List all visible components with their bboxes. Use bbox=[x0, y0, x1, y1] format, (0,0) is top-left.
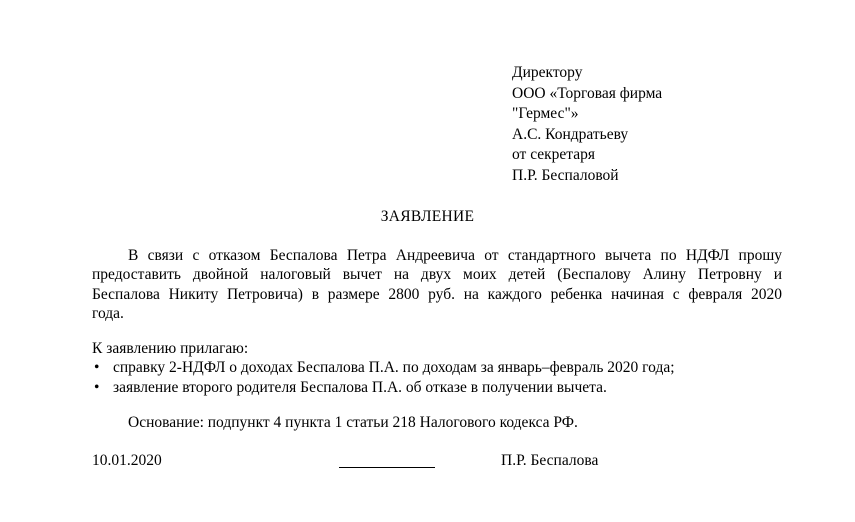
addressee-line: ООО «Торговая фирма bbox=[512, 84, 663, 102]
addressee-line: Директору bbox=[512, 64, 583, 81]
addressee-line: от секретаря bbox=[512, 146, 596, 163]
bullet-icon: • bbox=[94, 379, 100, 396]
addressee-line: А.С. Кондратьеву bbox=[512, 125, 629, 143]
body-line: В связи с отказом Беспалова Петра Андреевича от стандартного вычета по НДФЛ прошу bbox=[128, 247, 782, 264]
document-date: 10.01.2020 bbox=[92, 452, 162, 469]
body-line: предоставить двойной налоговый вычет на двух моих детей (Беспалову Алину Петровну и bbox=[92, 266, 782, 284]
legal-basis: Основание: подпункт 4 пункта 1 статьи 218 Налогового кодекса РФ. bbox=[128, 414, 578, 431]
addressee-line: П.Р. Беспаловой bbox=[512, 166, 619, 184]
attachment-text: справку 2-НДФЛ о доходах Беспалова П.А. по доходам за январь–февраль 2020 года; bbox=[113, 359, 675, 376]
body-paragraph bbox=[92, 246, 782, 323]
document-title: ЗАЯВЛЕНИЕ bbox=[380, 208, 475, 225]
attachment-text: заявление второго родителя Беспалова П.А. об отказе в получении вычета. bbox=[113, 379, 607, 396]
addressee-line: "Гермес"» bbox=[512, 105, 579, 122]
attachments-label: К заявлению прилагаю: bbox=[92, 340, 249, 357]
signer-name: П.Р. Беспалова bbox=[501, 452, 599, 469]
bullet-icon: • bbox=[94, 359, 100, 376]
addressee-block bbox=[512, 63, 662, 186]
body-line: года. bbox=[92, 304, 124, 322]
attachment-item bbox=[92, 358, 675, 378]
body-line: Беспалова Никиту Петровича) в размере 2800 руб. на каждого ребенка начиная с февраля 2020 bbox=[92, 285, 782, 303]
attachment-item bbox=[92, 378, 675, 398]
attachments-list bbox=[92, 358, 675, 398]
signature-line bbox=[339, 467, 435, 468]
